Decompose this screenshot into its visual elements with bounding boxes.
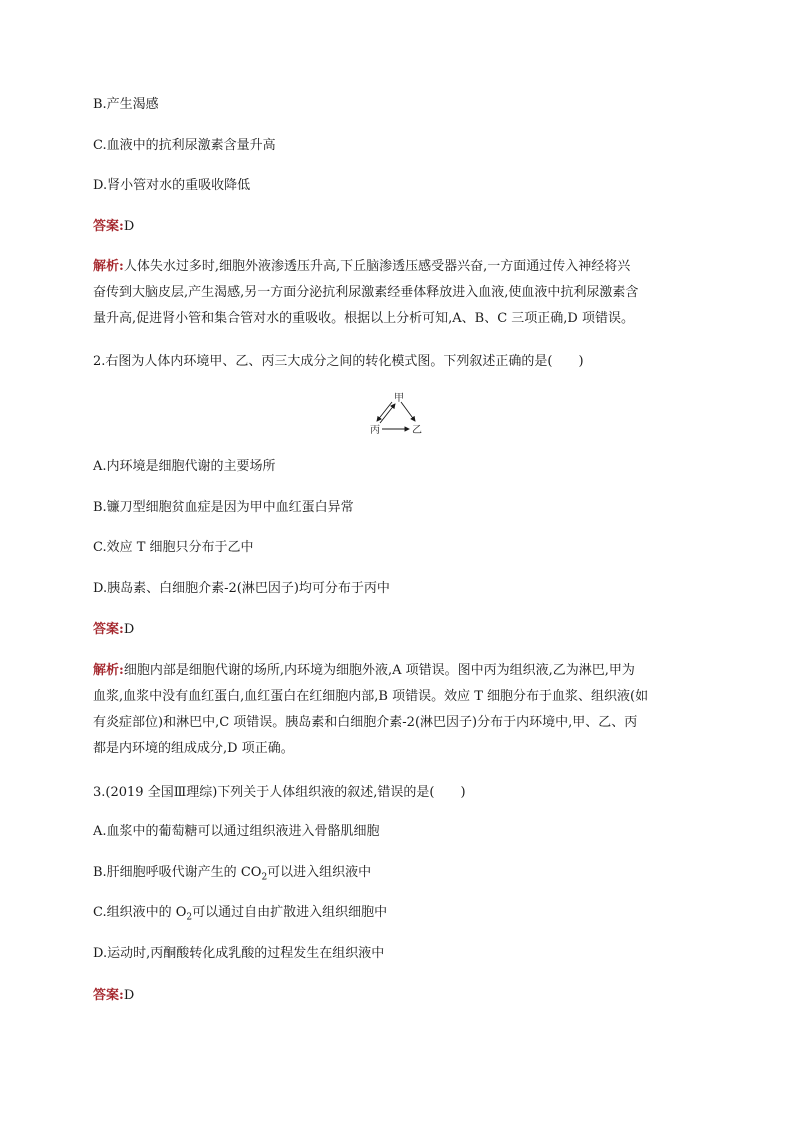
q3-answer-value: D [123,988,135,1003]
arrow-jia-to-bing [377,402,392,421]
diagram-label-jia: 甲 [394,393,404,404]
q2-option-d: D.胰岛素、白细胞介素-2(淋巴因子)均可分布于丙中 [93,581,390,596]
q1-analysis-line-2: 奋传到大脑皮层,产生渴感,另一方面分泌抗利尿激素经垂体释放进入血液,使血液中抗利尿激素含 [93,285,639,300]
q1-option-b: B.产生渴感 [93,97,159,112]
q1-answer [93,214,705,240]
q3-answer-label: 答案: [93,988,124,1003]
q3-option-c [93,900,705,926]
q3-option-b [93,860,705,886]
q2-analysis-line-2: 血浆,血浆中没有血红蛋白,血红蛋白在红细胞内部,B 项错误。效应 T 细胞分布于血浆、组织液(如 [93,689,649,704]
q1-analysis-line-3: 量升高,促进肾小管和集合管对水的重吸收。根据以上分析可知,A、B、C 三项正确,D 项错误。 [93,311,634,326]
q2-analysis-line-3: 有炎症部位)和淋巴中,C 项错误。胰岛素和白细胞介素-2(淋巴因子)分布于内环境中,甲、乙、丙 [93,715,638,730]
q2-analysis-line-1: 细胞内部是细胞代谢的场所,内环境为细胞外液,A 项错误。图中丙为组织液,乙为淋巴,甲为 [123,663,635,678]
q2-answer [93,617,705,643]
q3-option-b-text: B.肝细胞呼吸代谢产生的 CO [93,865,262,880]
q1-answer-label: 答案: [93,219,124,234]
q3-option-c-subscript: 2 [186,912,193,923]
arrow-bing-to-jia [380,404,395,423]
q3-stem: 3.(2019 全国Ⅲ理综)下列关于人体组织液的叙述,错误的是( ) [93,785,466,800]
q3-option-a: A.血浆中的葡萄糖可以通过组织液进入骨骼肌细胞 [93,824,380,839]
q1-analysis-line-1: 人体失水过多时,细胞外液渗透压升高,下丘脑渗透压感受器兴奋,一方面通过传入神经将兴 [123,259,631,274]
q2-stem: 2.右图为人体内环境甲、乙、丙三大成分之间的转化模式图。下列叙述正确的是( ) [93,354,584,369]
q2-option-a: A.内环境是细胞代谢的主要场所 [93,459,276,474]
q3-option-c-text: C.组织液中的 O [93,905,187,920]
q2-option-b: B.镰刀型细胞贫血症是因为甲中血红蛋白异常 [93,500,354,515]
arrow-jia-to-yi [401,402,415,421]
q3-option-b-text-end: 可以进入组织液中 [267,865,372,880]
q1-option-d: D.肾小管对水的重吸收降低 [93,178,251,193]
q2-option-c: C.效应 T 细胞只分布于乙中 [93,540,254,555]
q1-analysis [93,254,705,332]
q2-analysis [93,658,705,762]
diagram-label-yi: 乙 [412,425,422,436]
diagram-label-bing: 丙 [370,425,380,436]
q3-option-c-text-end: 可以通过自由扩散进入组织细胞中 [192,905,388,920]
q2-answer-value: D [123,622,135,637]
q3-answer [93,983,705,1009]
q1-option-c: C.血液中的抗利尿激素含量升高 [93,138,276,153]
q3-option-d: D.运动时,丙酮酸转化成乳酸的过程发生在组织液中 [93,946,385,961]
q2-analysis-label: 解析: [93,663,124,678]
body-fluid-diagram [368,388,428,436]
q3-option-b-subscript: 2 [261,872,268,883]
q2-answer-label: 答案: [93,622,124,637]
q1-analysis-label: 解析: [93,259,124,274]
q1-answer-value: D [123,219,135,234]
q2-analysis-line-4: 都是内环境的组成成分,D 项正确。 [93,741,294,756]
